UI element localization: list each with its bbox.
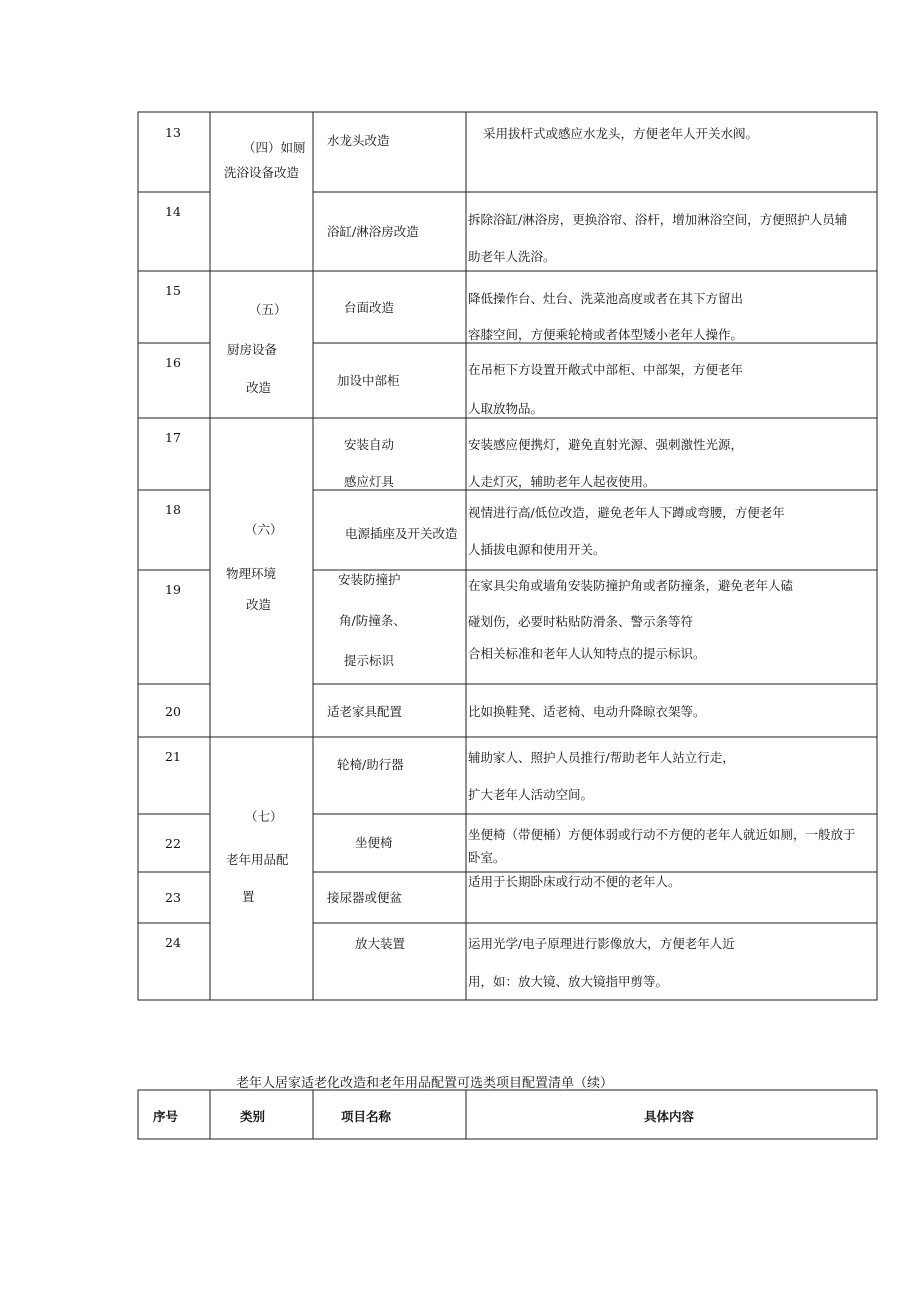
item-name: 坐便椅 [355,835,393,850]
item-content: 坐便椅（带便桶）方便体弱或行动不方便的老年人就近如厕，一般放于 [468,827,856,842]
item-content: 人走灯灭，辅助老年人起夜使用。 [468,474,656,489]
item-content: 采用拔杆式或感应水龙头，方便老年人开关水阀。 [483,126,759,141]
row-number: 19 [165,582,181,597]
row-number: 15 [165,283,181,298]
item-content: 辅助家人、照护人员推行/帮助老年人站立行走， [468,750,735,765]
category-label: 老年用品配 [226,852,289,867]
item-content: 安装感应便携灯，避免直射光源、强刺激性光源， [468,437,744,452]
item-content: 人取放物品。 [468,401,544,416]
item-content: 人插拔电源和使用开关。 [468,542,606,557]
category-label: （五） [249,302,287,317]
item-name: 浴缸/淋浴房改造 [327,224,419,239]
category-label: （四）如厕 [243,140,306,155]
row-number: 21 [165,749,181,764]
category-label: （六） [245,522,283,537]
item-name: 角/防撞条、 [339,613,406,628]
header-item-name: 项目名称 [341,1109,392,1124]
item-name: 电源插座及开关改造 [345,526,458,541]
item-name: 放大装置 [355,936,406,951]
header-content: 具体内容 [644,1109,695,1124]
item-content: 容膝空间，方便乘轮椅或者体型矮小老年人操作。 [468,327,744,342]
item-content: 碰划伤，必要时粘贴防滑条、警示条等符 [468,614,694,629]
row-number: 23 [165,890,181,905]
item-name: 台面改造 [344,300,395,315]
category-label: 改造 [246,597,272,612]
item-content: 助老年人洗浴。 [468,249,556,264]
category-label: 置 [242,889,255,904]
row-number: 20 [165,704,181,719]
header-serial: 序号 [153,1109,179,1124]
item-name: 接尿器或便盆 [327,890,403,905]
item-name: 轮椅/助行器 [337,757,404,772]
item-content: 运用光学/电子原理进行影像放大，方便老年人近 [468,936,735,951]
item-content: 视情进行高/低位改造，避免老年人下蹲或弯腰，方便老年 [468,505,785,520]
category-label: 改造 [246,380,272,395]
item-name: 提示标识 [344,653,395,668]
row-number: 22 [165,836,181,851]
item-name: 安装防撞护 [338,572,401,587]
item-name: 适老家具配置 [327,704,403,719]
item-content: 合相关标准和老年人认知特点的提示标识。 [468,646,706,661]
header-category: 类别 [240,1109,266,1124]
category-label: （七） [245,809,283,824]
category-label: 物理环境 [226,566,277,581]
item-content: 适用于长期卧床或行动不便的老年人。 [468,874,681,889]
item-name: 加设中部柜 [337,373,400,388]
item-name: 安装自动 [344,437,395,452]
item-content: 降低操作台、灶台、洗菜池高度或者在其下方留出 [468,291,744,306]
row-number: 13 [165,125,181,140]
row-number: 17 [165,430,181,445]
row-number: 24 [165,935,181,950]
category-label: 洗浴设备改造 [224,165,300,180]
row-number: 14 [165,204,181,219]
item-name: 水龙头改造 [327,133,390,148]
row-number: 18 [165,502,181,517]
item-content: 扩大老年人活动空间。 [468,787,594,802]
item-content: 比如换鞋凳、适老椅、电动升降晾衣架等。 [468,704,706,719]
item-name: 感应灯具 [344,474,395,489]
item-content: 在吊柜下方设置开敞式中部柜、中部架，方便老年 [468,362,744,377]
item-content: 用，如：放大镜、放大镜指甲剪等。 [468,974,669,989]
item-content: 在家具尖角或墙角安装防撞护角或者防撞条，避免老年人磕 [468,578,794,593]
item-content: 卧室。 [468,850,506,865]
table-caption: 老年人居家适老化改造和老年用品配置可选类项目配置清单（续） [236,1076,614,1091]
row-number: 16 [165,355,181,370]
category-label: 厨房设备 [227,342,278,357]
item-content: 拆除浴缸/淋浴房，更换浴帘、浴杆，增加淋浴空间，方便照护人员辅 [468,212,848,227]
